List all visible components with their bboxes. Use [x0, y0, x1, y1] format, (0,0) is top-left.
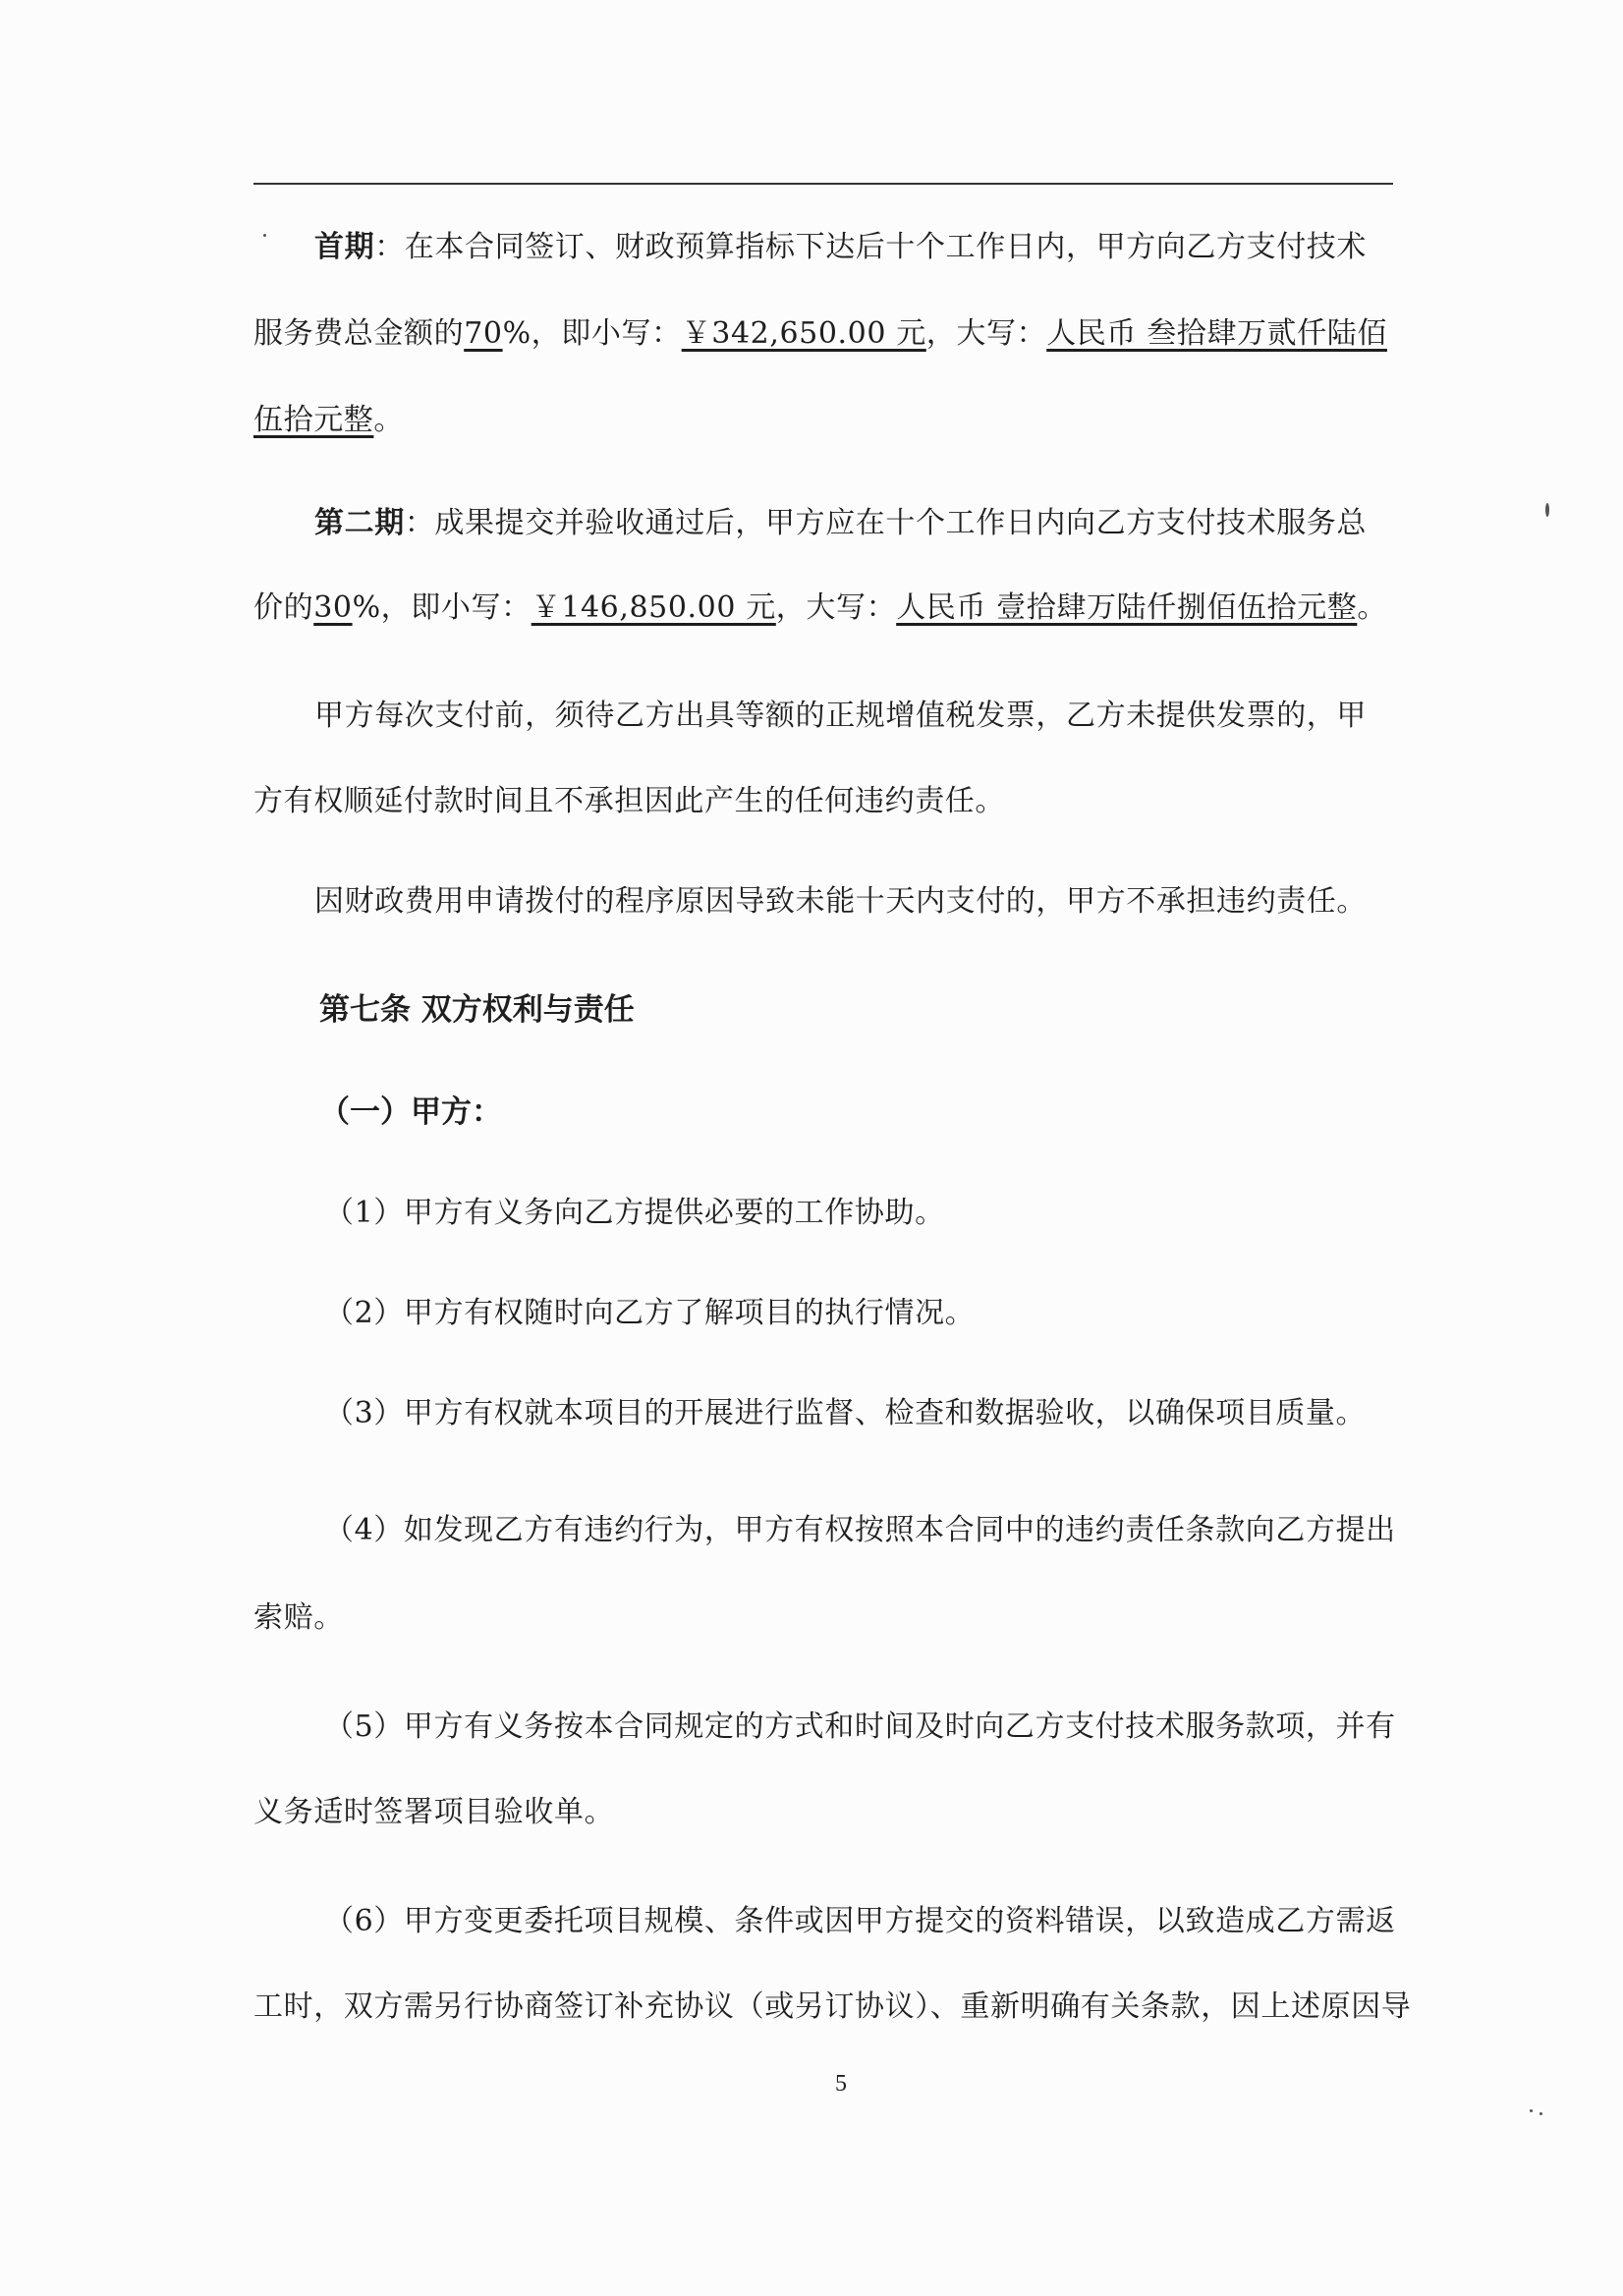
second-payment-label: 第二期: [314, 506, 405, 540]
first-payment-percent: 70: [464, 316, 503, 351]
first-payment-amount-small: ￥342,650.00 元: [681, 316, 926, 351]
first-payment-amount-words: 人民币 叁拾肆万贰仟陆佰: [1046, 316, 1387, 351]
party-a-item-6-line-1: （6）甲方变更委托项目规模、条件或因甲方提交的资料错误，以致造成乙方需返: [324, 1904, 1396, 1938]
first-payment-line-1: 首期：在本合同签订、财政预算指标下达后十个工作日内，甲方向乙方支付技术: [314, 230, 1368, 264]
first-payment-line-3: 伍拾元整。: [253, 403, 405, 437]
party-a-item-5-line-1: （5）甲方有义务按本合同规定的方式和时间及时向乙方支付技术服务款项，并有: [324, 1709, 1396, 1744]
first-payment-line-2: 服务费总金额的70%，即小写：￥342,650.00 元，大写：人民币 叁拾肆万贰仟陆佰: [253, 316, 1387, 351]
party-a-item-3: （3）甲方有权就本项目的开展进行监督、检查和数据验收，以确保项目质量。: [324, 1396, 1367, 1430]
second-payment-amount-words: 人民币 壹拾肆万陆仟捌佰伍拾元整: [896, 590, 1358, 625]
second-payment-percent: 30: [313, 590, 353, 625]
second-payment-amount-small: ￥146,850.00 元: [531, 590, 776, 625]
party-a-item-6-line-2: 工时，双方需另行协商签订补充协议（或另订协议）、重新明确有关条款，因上述原因导: [253, 1989, 1412, 2024]
party-a-item-4-line-1: （4）如发现乙方有违约行为，甲方有权按照本合同中的违约责任条款向乙方提出: [324, 1513, 1396, 1547]
party-a-item-5-line-2: 义务适时签署项目验收单。: [253, 1795, 615, 1829]
second-payment-line-2: 价的30%，即小写：￥146,850.00 元，大写：人民币 壹拾肆万陆仟捌佰伍拾元整。: [253, 590, 1387, 625]
scan-speck: [1539, 2112, 1542, 2115]
header-rule: [253, 183, 1393, 185]
party-a-item-1: （1）甲方有义务向乙方提供必要的工作协助。: [324, 1196, 945, 1230]
page-number: 5: [835, 2071, 847, 2097]
scan-speck: [1530, 2109, 1533, 2112]
party-a-heading: （一）甲方：: [319, 1094, 502, 1130]
scan-speck: [263, 234, 266, 237]
invoice-paragraph-line-2: 方有权顺延付款时间且不承担因此产生的任何违约责任。: [253, 784, 1005, 818]
invoice-paragraph-line-1: 甲方每次支付前，须待乙方出具等额的正规增值税发票，乙方未提供发票的，甲: [314, 699, 1367, 733]
first-payment-label: 首期: [314, 230, 375, 264]
article-7-heading: 第七条 双方权利与责任: [319, 992, 635, 1028]
scan-speck: [1545, 503, 1549, 517]
fiscal-delay-paragraph: 因财政费用申请拨付的程序原因导致未能十天内支付的，甲方不承担违约责任。: [314, 884, 1367, 919]
second-payment-line-1: 第二期：成果提交并验收通过后，甲方应在十个工作日内向乙方支付技术服务总: [314, 506, 1368, 540]
party-a-item-2: （2）甲方有权随时向乙方了解项目的执行情况。: [324, 1296, 976, 1330]
first-payment-amount-words-cont: 伍拾元整: [253, 403, 374, 437]
party-a-item-4-line-2: 索赔。: [253, 1600, 344, 1635]
